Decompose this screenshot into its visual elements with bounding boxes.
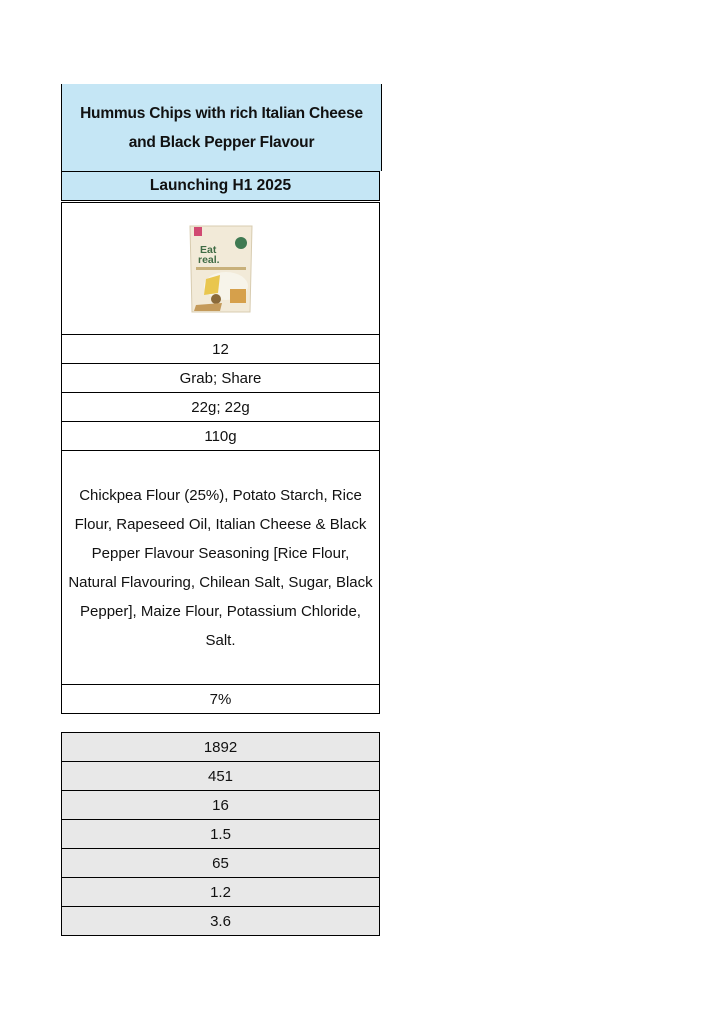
product-title-cell [61,84,382,171]
launch-label: Launching H1 2025 [149,177,292,194]
product-image-cell [62,203,379,335]
format: Grab; Share [179,369,262,387]
ingredients: Chickpea Flour (25%), Potato Starch, Rice Flour, Rapeseed Oil, Italian Cheese & Black Pepper Flavour Seasoning [Rice Flour, Natural Flavouring, Chilean Salt, Sugar, Black Pepper], Maize Flour, Potassium Chloride, Salt. [68,486,373,649]
nutrition-row [62,878,379,907]
nutrition-row [62,849,379,878]
pack-brand-text: Eat [199,243,216,256]
product-title: Hummus Chips with rich Italian Cheese and Black Pepper Flavour [80,104,363,151]
nutrition-value: 16 [212,796,229,814]
svg-text:real.: real. [197,253,220,266]
nutrition-value: 3.6 [210,912,231,930]
product-details-table [61,202,380,714]
ingredients-cell [62,451,379,685]
nutrition-value: 1892 [203,738,238,756]
weight-per: 22g; 22g [191,398,250,416]
weight-per-cell [62,393,379,422]
nutrition-value: 451 [207,767,234,785]
nutrition-row [62,762,379,791]
nutrition-row [62,820,379,849]
nutrition-row [62,791,379,820]
net-weight-cell [62,422,379,451]
format-cell [62,364,379,393]
percent-cell [62,685,379,714]
nutrition-value: 1.5 [210,825,231,843]
percent-value: 7% [209,690,232,708]
net-weight: 110g [204,427,237,445]
nutrition-row [62,907,379,936]
nutrition-row [62,733,379,762]
case-size: 12 [212,340,229,358]
launch-cell [61,171,380,201]
product-pack-image [186,223,256,315]
case-size-cell [62,335,379,364]
nutrition-value: 1.2 [210,883,231,901]
nutrition-table [61,732,380,936]
nutrition-value: 65 [212,854,229,872]
